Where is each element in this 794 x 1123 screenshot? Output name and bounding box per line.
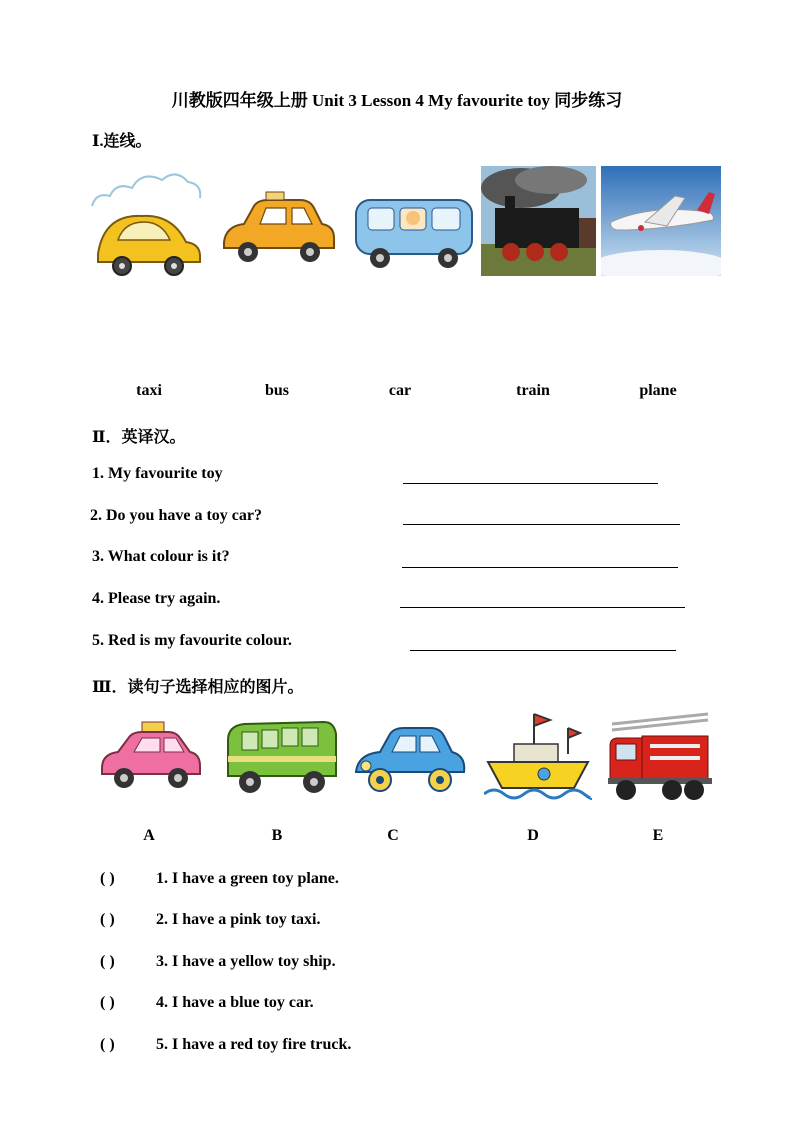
translation-item-2: 2. Do you have a toy car? bbox=[90, 507, 262, 524]
option-letter-d: D bbox=[527, 827, 539, 844]
label-bus: bus bbox=[264, 382, 290, 399]
yellow-ship-image bbox=[484, 710, 592, 804]
answer-bracket-2[interactable]: ( ) bbox=[100, 911, 115, 928]
answer-bracket-3[interactable]: ( ) bbox=[100, 953, 115, 970]
option-letter-a: A bbox=[143, 827, 155, 844]
section-3-heading: Ⅲ．读句子选择相应的图片。 bbox=[92, 679, 304, 696]
answer-bracket-4[interactable]: ( ) bbox=[100, 994, 115, 1011]
option-letter-b: B bbox=[271, 827, 283, 844]
question-row-3 bbox=[100, 953, 336, 971]
question-text-1: 1. I have a green toy plane. bbox=[156, 870, 339, 887]
section-2-heading: Ⅱ．英译汉。 bbox=[92, 429, 186, 446]
translation-item-3: 3. What colour is it? bbox=[92, 548, 230, 565]
question-text-4: 4. I have a blue toy car. bbox=[156, 994, 314, 1011]
blue-bus-image bbox=[348, 180, 478, 272]
question-text-5: 5. I have a red toy fire truck. bbox=[156, 1036, 352, 1053]
translation-item-4: 4. Please try again. bbox=[92, 590, 221, 607]
airplane-image bbox=[601, 166, 721, 276]
answer-bracket-5[interactable]: ( ) bbox=[100, 1036, 115, 1053]
answer-line-4[interactable] bbox=[400, 607, 685, 608]
answer-bracket-1[interactable]: ( ) bbox=[100, 870, 115, 887]
answer-line-3[interactable] bbox=[402, 567, 678, 568]
answer-line-1[interactable] bbox=[403, 483, 658, 484]
option-letter-e: E bbox=[652, 827, 664, 844]
yellow-car-image bbox=[88, 162, 208, 278]
label-train: train bbox=[516, 382, 550, 399]
green-bus-image bbox=[220, 716, 340, 798]
label-car: car bbox=[388, 382, 412, 399]
blue-car-image bbox=[352, 722, 468, 794]
question-row-4 bbox=[100, 994, 314, 1012]
translation-item-5: 5. Red is my favourite colour. bbox=[92, 632, 292, 649]
question-row-2 bbox=[100, 911, 320, 929]
label-taxi: taxi bbox=[136, 382, 162, 399]
page-title: 川教版四年级上册 Unit 3 Lesson 4 My favourite toy 同步练习 bbox=[171, 91, 623, 110]
question-text-3: 3. I have a yellow toy ship. bbox=[156, 953, 336, 970]
option-letter-c: C bbox=[387, 827, 399, 844]
question-row-1 bbox=[100, 870, 339, 888]
question-text-2: 2. I have a pink toy taxi. bbox=[156, 911, 321, 928]
pink-taxi-image bbox=[98, 720, 202, 792]
answer-line-5[interactable] bbox=[410, 650, 676, 651]
question-row-5 bbox=[100, 1036, 351, 1054]
section-1-heading: Ⅰ.连线。 bbox=[92, 133, 152, 150]
steam-train-image bbox=[481, 166, 596, 276]
answer-line-2[interactable] bbox=[403, 524, 680, 525]
translation-item-1: 1. My favourite toy bbox=[92, 465, 223, 482]
fire-truck-image bbox=[606, 708, 714, 804]
label-plane: plane bbox=[639, 382, 677, 399]
orange-taxi-image bbox=[218, 186, 338, 270]
